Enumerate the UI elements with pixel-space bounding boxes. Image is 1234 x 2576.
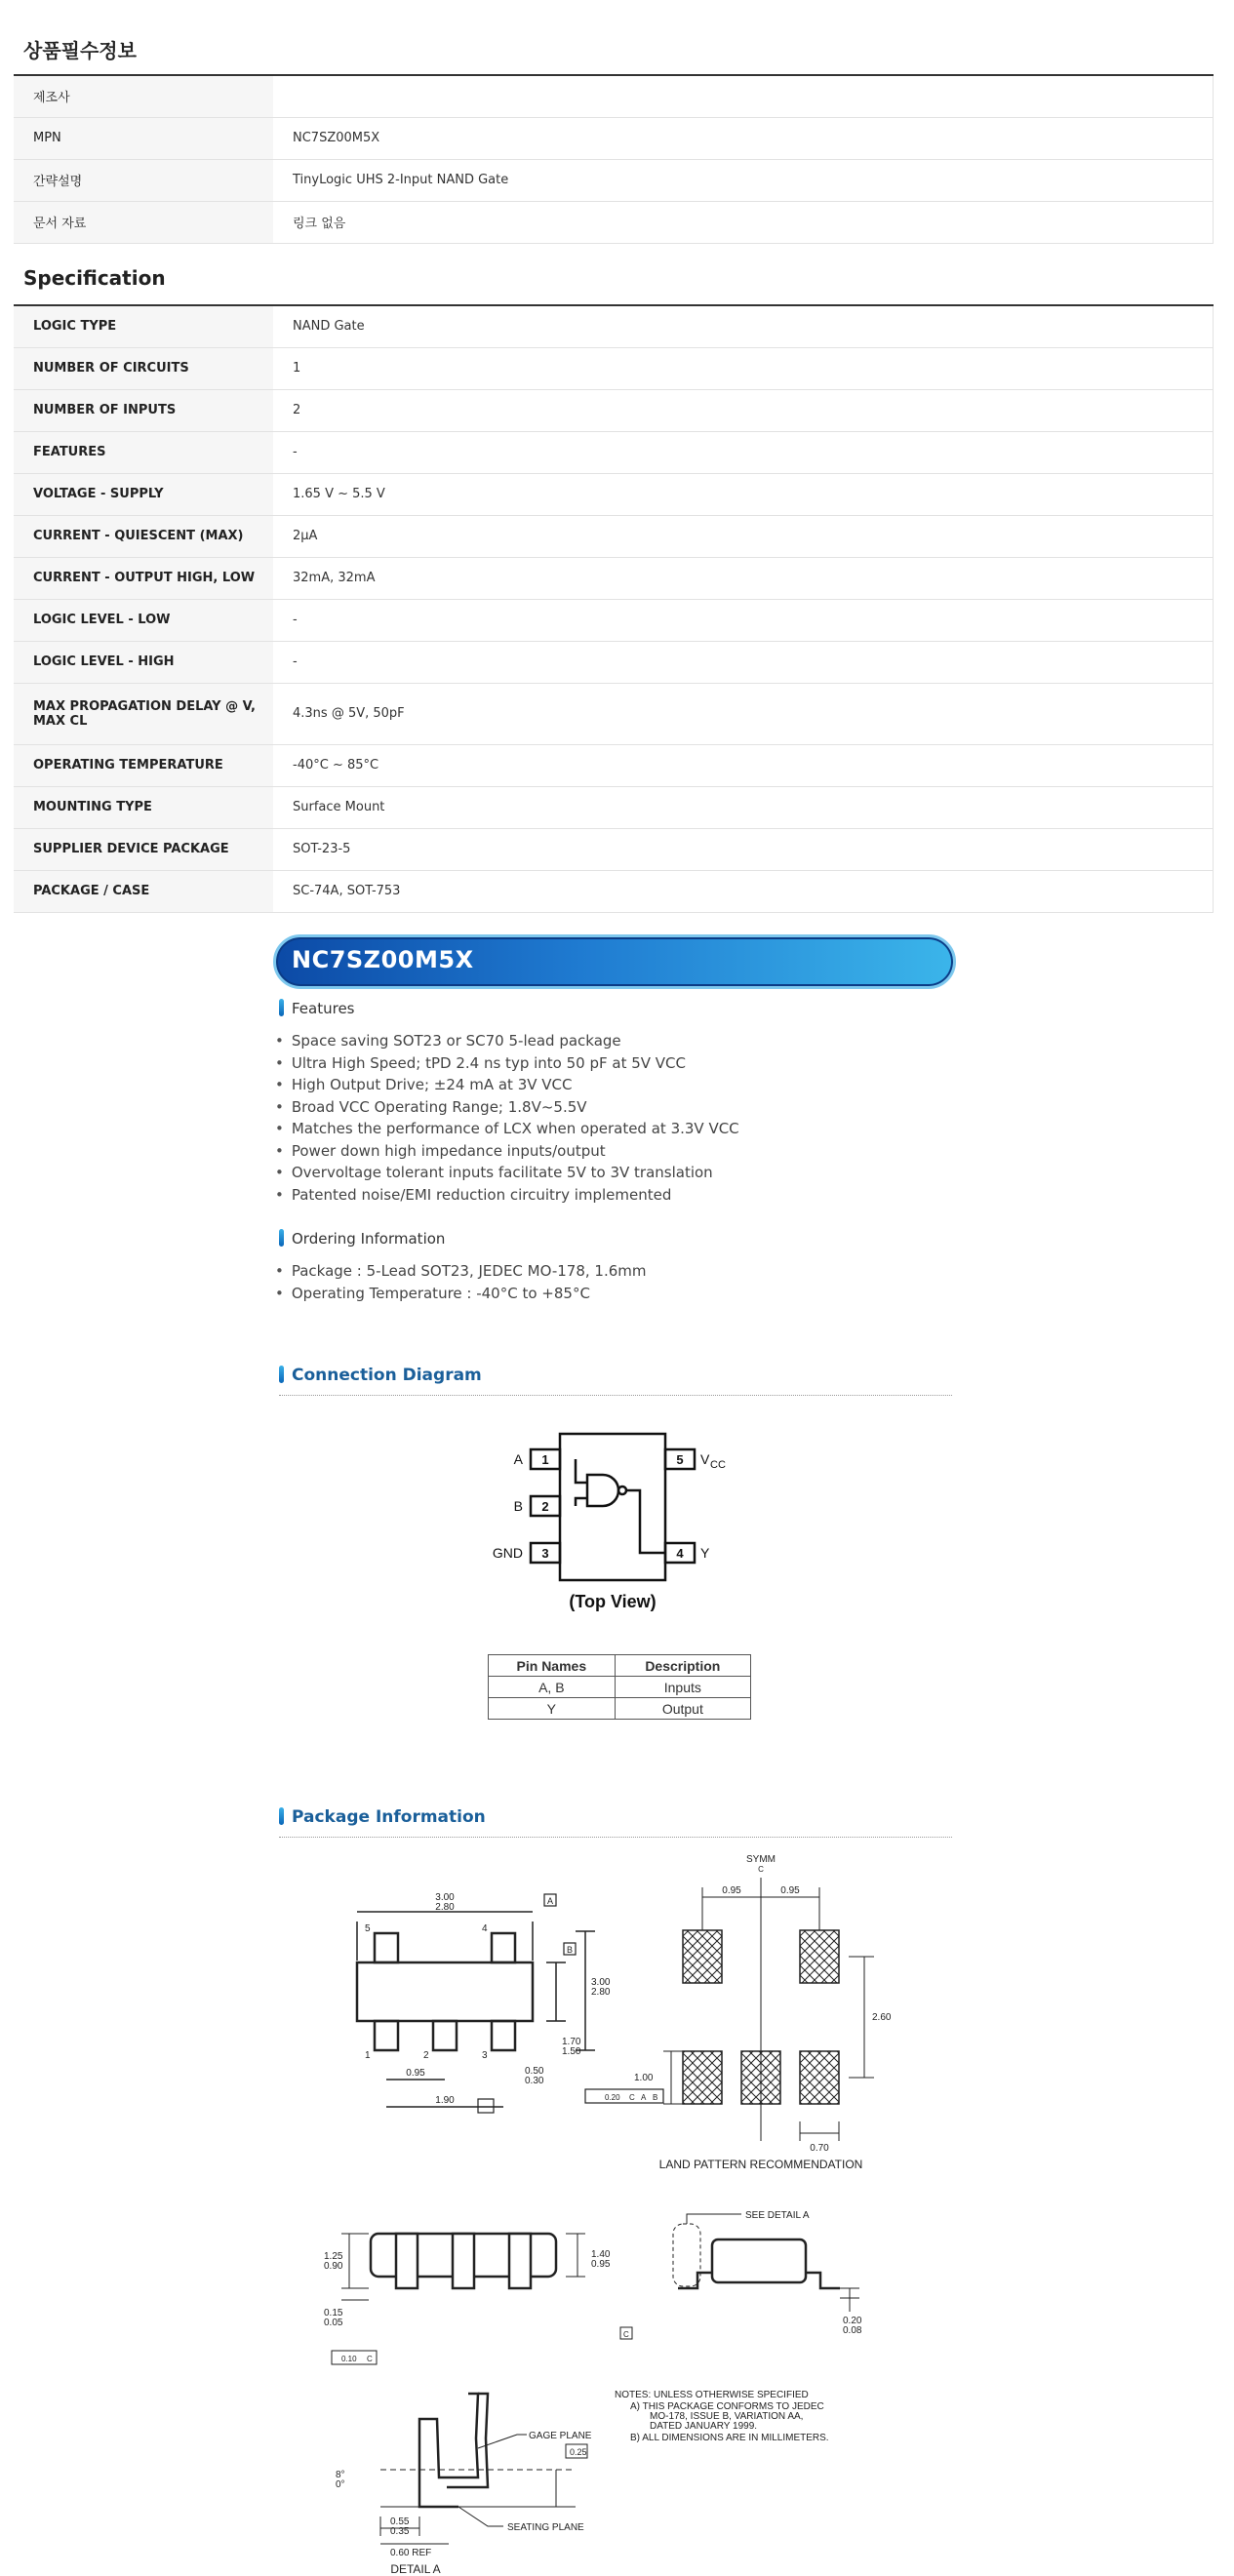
pin-number: 3: [541, 1546, 549, 1561]
row-value: Surface Mount: [273, 786, 1214, 828]
row-value: -: [273, 641, 1214, 683]
detail-a-caption: DETAIL A: [390, 2562, 441, 2575]
ordering-list: [275, 1260, 647, 1304]
pin-number: 5: [676, 1452, 684, 1467]
table-row: [14, 75, 1214, 117]
table-cell: Output: [615, 1698, 750, 1720]
angle-label: 0°: [336, 2479, 345, 2490]
table-row: [14, 347, 1214, 389]
row-value: NC7SZ00M5X: [273, 117, 1214, 159]
dim-label: 0.35: [390, 2526, 410, 2537]
package-body: [357, 1962, 533, 2021]
side-lead: [396, 2234, 418, 2288]
row-value: 32mA, 32mA: [273, 557, 1214, 599]
table-row: [14, 870, 1214, 912]
table-row: [14, 117, 1214, 159]
dim-label: 1.70: [562, 2037, 581, 2047]
banner-part-number: NC7SZ00M5X: [292, 946, 474, 973]
dimension-line: [566, 2234, 585, 2277]
list-item: • Patented noise/EMI reduction circuitry implemented: [275, 1184, 739, 1207]
lead: [375, 1933, 398, 1962]
row-value: -: [273, 599, 1214, 641]
row-key: CURRENT - QUIESCENT (MAX): [14, 515, 273, 557]
land-pad: [800, 1930, 839, 1983]
pin-label-gnd: GND: [492, 1545, 523, 1561]
dim-label: 0.25: [570, 2447, 587, 2457]
tolerance-frame: [478, 2099, 494, 2113]
dim-label: 0.05: [324, 2318, 343, 2328]
dimension-line: [800, 2121, 839, 2141]
package-side-views: [322, 2195, 907, 2390]
row-key: VOLTAGE - SUPPLY: [14, 473, 273, 515]
specification-table: [14, 304, 1214, 913]
ic-body: [560, 1434, 665, 1580]
nand-gate-symbol: [587, 1475, 618, 1506]
angle-label: 8°: [336, 2470, 345, 2480]
output-wire: [626, 1490, 665, 1553]
row-key: 문서 자료: [14, 201, 273, 243]
end-body: [712, 2239, 806, 2282]
row-value[interactable]: 링크 없음: [273, 201, 1214, 243]
datum-label: A: [547, 1896, 554, 1906]
connection-diagram-heading: [279, 1366, 952, 1396]
dimension-line: [341, 2234, 369, 2288]
table-row: [14, 828, 1214, 870]
features-list: [275, 1030, 739, 1206]
nand-bubble: [618, 1486, 626, 1494]
row-key: MAX PROPAGATION DELAY @ V, MAX CL: [14, 683, 273, 744]
dim-label: 0.20: [605, 2093, 620, 2102]
datum-label: C: [367, 2355, 373, 2363]
header-cell: Pin Names: [489, 1655, 616, 1677]
pin-label-y: Y: [700, 1545, 710, 1561]
lead: [492, 1933, 515, 1962]
dim-label: 2.80: [591, 1987, 611, 1998]
connection-diagram: [478, 1424, 761, 1619]
dim-label: 0.90: [324, 2261, 343, 2272]
package-heading-text: Package Information: [292, 1807, 486, 1827]
datum-label: B: [653, 2093, 658, 2102]
leader-line: [687, 2214, 741, 2224]
dim-label: 0.95: [780, 1885, 800, 1896]
row-value: [273, 75, 1214, 117]
pin-label-a: A: [513, 1451, 523, 1467]
row-key: MPN: [14, 117, 273, 159]
side-lead: [453, 2234, 474, 2288]
note-line: B) ALL DIMENSIONS ARE IN MILLIMETERS.: [630, 2433, 829, 2443]
row-key: OPERATING TEMPERATURE: [14, 744, 273, 786]
ordering-heading-text: Ordering Information: [292, 1230, 446, 1248]
dim-label: 3.00: [591, 1977, 611, 1988]
table-row: [14, 683, 1214, 744]
land-pattern-caption: LAND PATTERN RECOMMENDATION: [658, 2158, 863, 2170]
table-row: [489, 1677, 751, 1698]
table-row: [14, 305, 1214, 347]
lead-number: 4: [482, 1923, 488, 1934]
lead-number: 5: [365, 1923, 371, 1934]
pin-label-b: B: [513, 1498, 523, 1514]
land-pattern-drawing: [624, 1848, 917, 2170]
lead-profile: [419, 2394, 478, 2507]
table-row: [14, 557, 1214, 599]
table-row: [14, 201, 1214, 243]
datum-label: C: [629, 2093, 635, 2102]
pin-label-vcc: V: [700, 1451, 710, 1467]
list-item: • High Output Drive; ±24 mA at 3V VCC: [275, 1074, 739, 1096]
row-key: FEATURES: [14, 431, 273, 473]
table-row: [14, 786, 1214, 828]
list-item: • Space saving SOT23 or SC70 5-lead package: [275, 1030, 739, 1052]
dim-label: 0.95: [406, 2068, 425, 2079]
heading-bar-icon: [279, 1229, 284, 1247]
land-pad: [683, 1930, 722, 1983]
dimension-line: [663, 2051, 683, 2104]
row-key: LOGIC LEVEL - HIGH: [14, 641, 273, 683]
table-row: [489, 1655, 751, 1677]
table-row: [14, 473, 1214, 515]
list-item: • Broad VCC Operating Range; 1.8V~5.5V: [275, 1096, 739, 1119]
datum-label: C: [623, 2330, 629, 2339]
row-key: SUPPLIER DEVICE PACKAGE: [14, 828, 273, 870]
features-heading-text: Features: [292, 1000, 355, 1017]
package-info-heading: [279, 1807, 952, 1838]
row-key: CURRENT - OUTPUT HIGH, LOW: [14, 557, 273, 599]
row-key: MOUNTING TYPE: [14, 786, 273, 828]
dim-label: 1.90: [435, 2095, 455, 2106]
header-cell: Description: [615, 1655, 750, 1677]
dim-label: 1.25: [324, 2251, 343, 2262]
symm-label: SYMM: [746, 1854, 776, 1865]
table-cell: Inputs: [615, 1677, 750, 1698]
row-key: LOGIC LEVEL - LOW: [14, 599, 273, 641]
notes-heading: NOTES: UNLESS OTHERWISE SPECIFIED: [615, 2390, 809, 2400]
list-item: • Operating Temperature : -40°C to +85°C: [275, 1283, 647, 1305]
lead: [492, 2021, 515, 2050]
datum-label: A: [641, 2093, 647, 2102]
dimension-line: [546, 1962, 566, 2021]
seating-plane-label: SEATING PLANE: [507, 2522, 584, 2533]
lead: [375, 2021, 398, 2050]
row-value: 2: [273, 389, 1214, 431]
row-value: 1.65 V ~ 5.5 V: [273, 473, 1214, 515]
essential-info-title: 상품필수정보: [23, 39, 137, 62]
dim-label: 0.95: [722, 1885, 741, 1896]
dim-label: 0.15: [324, 2308, 343, 2318]
dim-label: 0.95: [591, 2259, 611, 2270]
heading-bar-icon: [279, 1366, 284, 1383]
note-line: DATED JANUARY 1999.: [650, 2421, 758, 2432]
row-key: NUMBER OF CIRCUITS: [14, 347, 273, 389]
ordering-heading: [279, 1229, 445, 1248]
dimension-line: [357, 1912, 533, 1961]
heading-bar-icon: [279, 999, 284, 1016]
dim-label: 0.70: [810, 2143, 829, 2154]
dim-label: 0.20: [843, 2316, 862, 2326]
list-item: • Power down high impedance inputs/output: [275, 1140, 739, 1163]
table-cell: A, B: [489, 1677, 616, 1698]
row-value: -40°C ~ 85°C: [273, 744, 1214, 786]
list-item: • Package : 5-Lead SOT23, JEDEC MO-178, 1.6mm: [275, 1260, 647, 1283]
part-number-banner: [273, 934, 956, 989]
lead-number: 1: [365, 2050, 371, 2061]
row-value: SC-74A, SOT-753: [273, 870, 1214, 912]
centerline-label: C: [758, 1865, 764, 1874]
table-row: [14, 431, 1214, 473]
table-row: [14, 641, 1214, 683]
dim-label: 2.60: [872, 2012, 892, 2023]
pin-description-table: [488, 1654, 751, 1720]
dimension-line: [840, 2288, 859, 2312]
end-leads: [678, 2273, 840, 2288]
essential-info-table: [14, 74, 1214, 244]
connection-heading-text: Connection Diagram: [292, 1366, 482, 1385]
lead: [433, 2021, 457, 2050]
features-heading: [279, 999, 355, 1017]
row-key: 제조사: [14, 75, 273, 117]
leader-line: [458, 2507, 503, 2526]
dim-label: 0.08: [843, 2325, 862, 2336]
input-wires: [576, 1459, 587, 1506]
row-value: TinyLogic UHS 2-Input NAND Gate: [273, 159, 1214, 201]
detail-a-drawing: [322, 2380, 907, 2575]
dim-label: 0.30: [525, 2076, 544, 2086]
table-row: [14, 744, 1214, 786]
lead-number: 2: [423, 2050, 429, 2061]
table-row: [14, 599, 1214, 641]
lead-profile: [447, 2394, 488, 2487]
gage-plane-label: GAGE PLANE: [529, 2431, 592, 2441]
pin-number: 1: [541, 1452, 549, 1467]
dimension-line: [341, 2288, 369, 2300]
list-item: • Ultra High Speed; tPD 2.4 ns typ into 50 pF at 5V VCC: [275, 1052, 739, 1075]
list-item: • Matches the performance of LCX when operated at 3.3V VCC: [275, 1118, 739, 1140]
row-value: NAND Gate: [273, 305, 1214, 347]
note-line: A) THIS PACKAGE CONFORMS TO JEDEC: [630, 2401, 824, 2412]
list-item: • Overvoltage tolerant inputs facilitate 5V to 3V translation: [275, 1162, 739, 1184]
pin-label-vcc-sub: CC: [710, 1459, 726, 1471]
side-lead: [509, 2234, 531, 2288]
row-key: LOGIC TYPE: [14, 305, 273, 347]
row-value: 4.3ns @ 5V, 50pF: [273, 683, 1214, 744]
row-key: NUMBER OF INPUTS: [14, 389, 273, 431]
row-value: 1: [273, 347, 1214, 389]
row-value: 2µA: [273, 515, 1214, 557]
dim-label: 3.00: [435, 1892, 455, 1903]
datum-label: B: [567, 1945, 574, 1955]
row-key: 간략설명: [14, 159, 273, 201]
dim-label: 0.60 REF: [390, 2548, 432, 2558]
row-key: PACKAGE / CASE: [14, 870, 273, 912]
dim-label: 0.50: [525, 2066, 544, 2077]
table-cell: Y: [489, 1698, 616, 1720]
dim-label: 0.10: [341, 2355, 357, 2363]
pin-number: 2: [541, 1499, 549, 1514]
pin-number: 4: [676, 1546, 684, 1561]
land-pad: [683, 2051, 722, 2104]
dim-label: 1.50: [562, 2046, 581, 2057]
dim-label: 1.40: [591, 2249, 611, 2260]
table-row: [14, 389, 1214, 431]
table-row: [14, 159, 1214, 201]
land-pad: [800, 2051, 839, 2104]
dim-label: 0.55: [390, 2517, 410, 2527]
top-view-label: (Top View): [569, 1592, 657, 1611]
heading-bar-icon: [279, 1807, 284, 1825]
row-value: SOT-23-5: [273, 828, 1214, 870]
row-value: -: [273, 431, 1214, 473]
note-line: MO-178, ISSUE B, VARIATION AA,: [650, 2411, 804, 2422]
specification-title: Specification: [23, 266, 166, 290]
dim-label: 2.80: [435, 1902, 455, 1913]
table-row: [14, 515, 1214, 557]
dim-label: 1.00: [634, 2073, 654, 2083]
lead-number: 3: [482, 2050, 488, 2061]
table-row: [489, 1698, 751, 1720]
dimension-line: [849, 1957, 874, 2078]
see-detail-label: SEE DETAIL A: [745, 2210, 810, 2221]
